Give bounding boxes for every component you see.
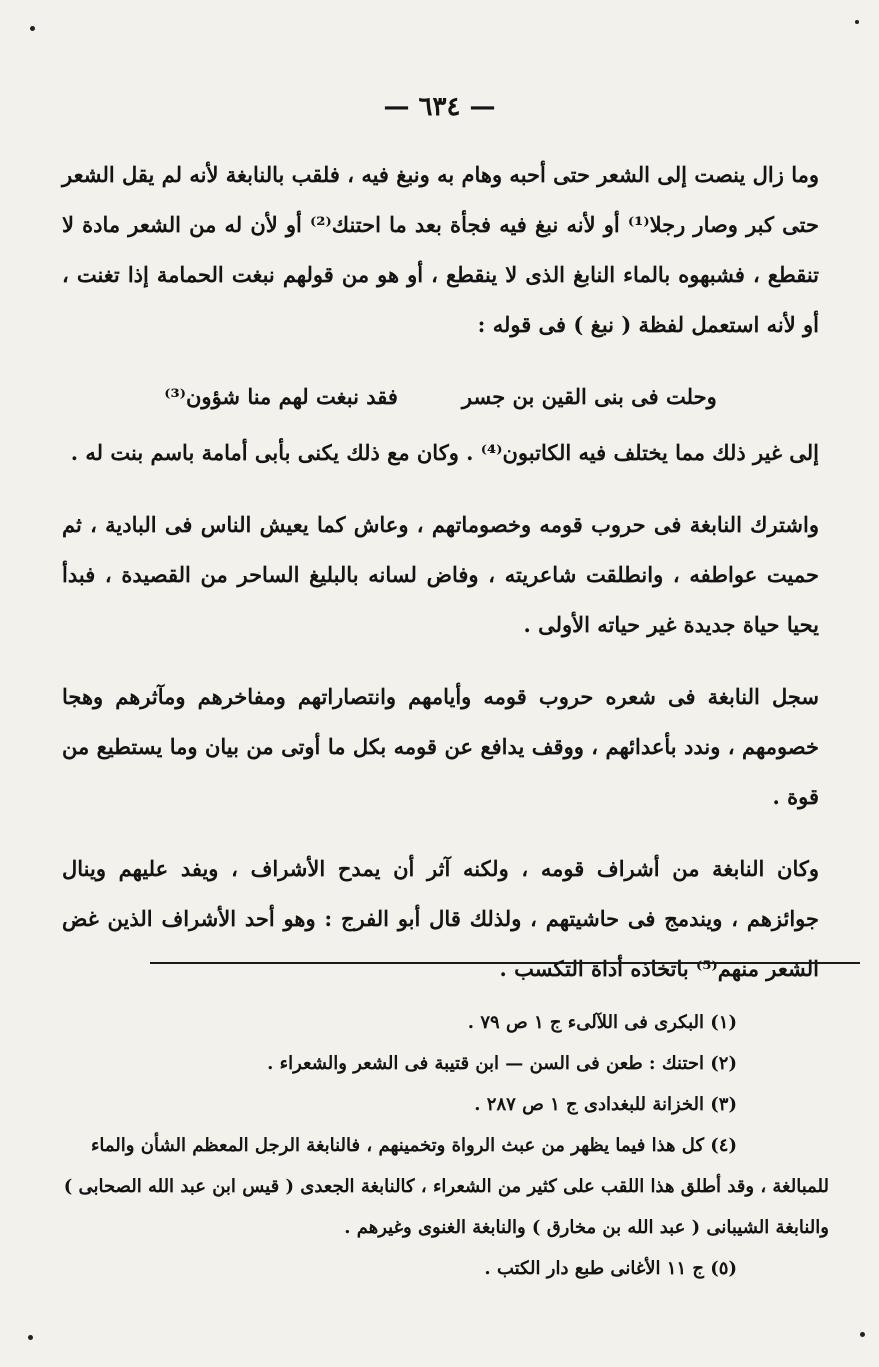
footnote-3: (٣) الخزانة للبغدادى ج ١ ص ٢٨٧ . (474, 1094, 737, 1115)
verse-first-hemistich: وحلت فى بنى القين بن جسر (461, 384, 717, 409)
poem-verse (62, 372, 819, 422)
paragraph-poetry-record: سجل النابغة فى شعره حروب قومه وأيامهم وانتصاراتهم ومفاخرهم ومآثرهم وهجا خصومهم ، وندد بأعدائهم ، ووقف يدافع عن قومه بكل ما أوتى من بيان وما يستطيع من قوة . (62, 684, 819, 809)
verse-second-hemistich: فقد نبغت لهم منا شؤون⁽³⁾ (164, 384, 398, 409)
paragraph-after-verse: إلى غير ذلك مما يختلف فيه الكاتبون⁽⁴⁾ . وكان مع ذلك يكنى بأبى أمامة باسم بنت له . (70, 440, 819, 465)
scan-speck (860, 1332, 865, 1337)
paragraph-nickname-origin: وما زال ينصت إلى الشعر حتى أحبه وهام به ونبغ فيه ، فلقب بالنابغة لأنه لم يقل الشعر حتى كبر وصار رجلا⁽¹⁾ أو لأنه نبغ فيه فجأة بعد ما احتنك⁽²⁾ أو لأن له من الشعر مادة لا تنقطع ، فشبهوه بالماء النابغ الذى لا ينقطع ، أو هو من قولهم نبغت الحمامة إذا تغنت ، أو لأنه استعمل لفظة ( نبغ ) فى قوله : (62, 162, 819, 337)
footnote-5: (٥) ج ١١ الأغانى طبع دار الكتب . (484, 1258, 737, 1279)
footnotes (62, 1002, 829, 1289)
scan-speck (855, 20, 859, 24)
scan-speck (28, 1335, 33, 1340)
footnote-2: (٢) احتنك : طعن فى السن — ابن قتيبة فى الشعر والشعراء . (267, 1053, 737, 1074)
footnote-1: (١) البكرى فى اللآلىء ج ١ ص ٧٩ . (467, 1012, 737, 1033)
footnote-4: (٤) كل هذا فيما يظهر من عبث الرواة وتخمينهم ، فالنابغة الرجل المعظم الشأن والماء للمبالغة ، وقد أطلق هذا اللقب على كثير من الشعراء ، كالنابغة الجعدى ( قيس ابن عبد الله الصحابى ) والنابغة الشيبانى ( عبد الله بن مخارق ) والنابغة الغنوى وغيرهم . (63, 1135, 829, 1238)
footnote-divider (150, 962, 860, 964)
paragraph-nobility: وكان النابغة من أشراف قومه ، ولكنه آثر أن يمدح الأشراف ، ويفد عليهم وينال جوائزهم ، ويندمج فى حاشيتهم ، ولذلك قال أبو الفرج : وهو أحد الأشراف الذين غض الشعر منهم⁽⁵⁾ باتخاذه أداة التكسب . (62, 856, 819, 981)
main-text (62, 150, 819, 1016)
page-number: — ٦٣٤ — (383, 92, 496, 122)
paragraph-tribal-wars: واشترك النابغة فى حروب قومه وخصوماتهم ، وعاش كما يعيش الناس فى البادية ، ثم حميت عواطفه ، وانطلقت شاعريته ، وفاض لسانه بالبليغ الساحر من القصيدة ، فبدأ يحيا حياة جديدة غير حياته الأولى . (62, 512, 819, 637)
scan-speck (30, 26, 35, 31)
